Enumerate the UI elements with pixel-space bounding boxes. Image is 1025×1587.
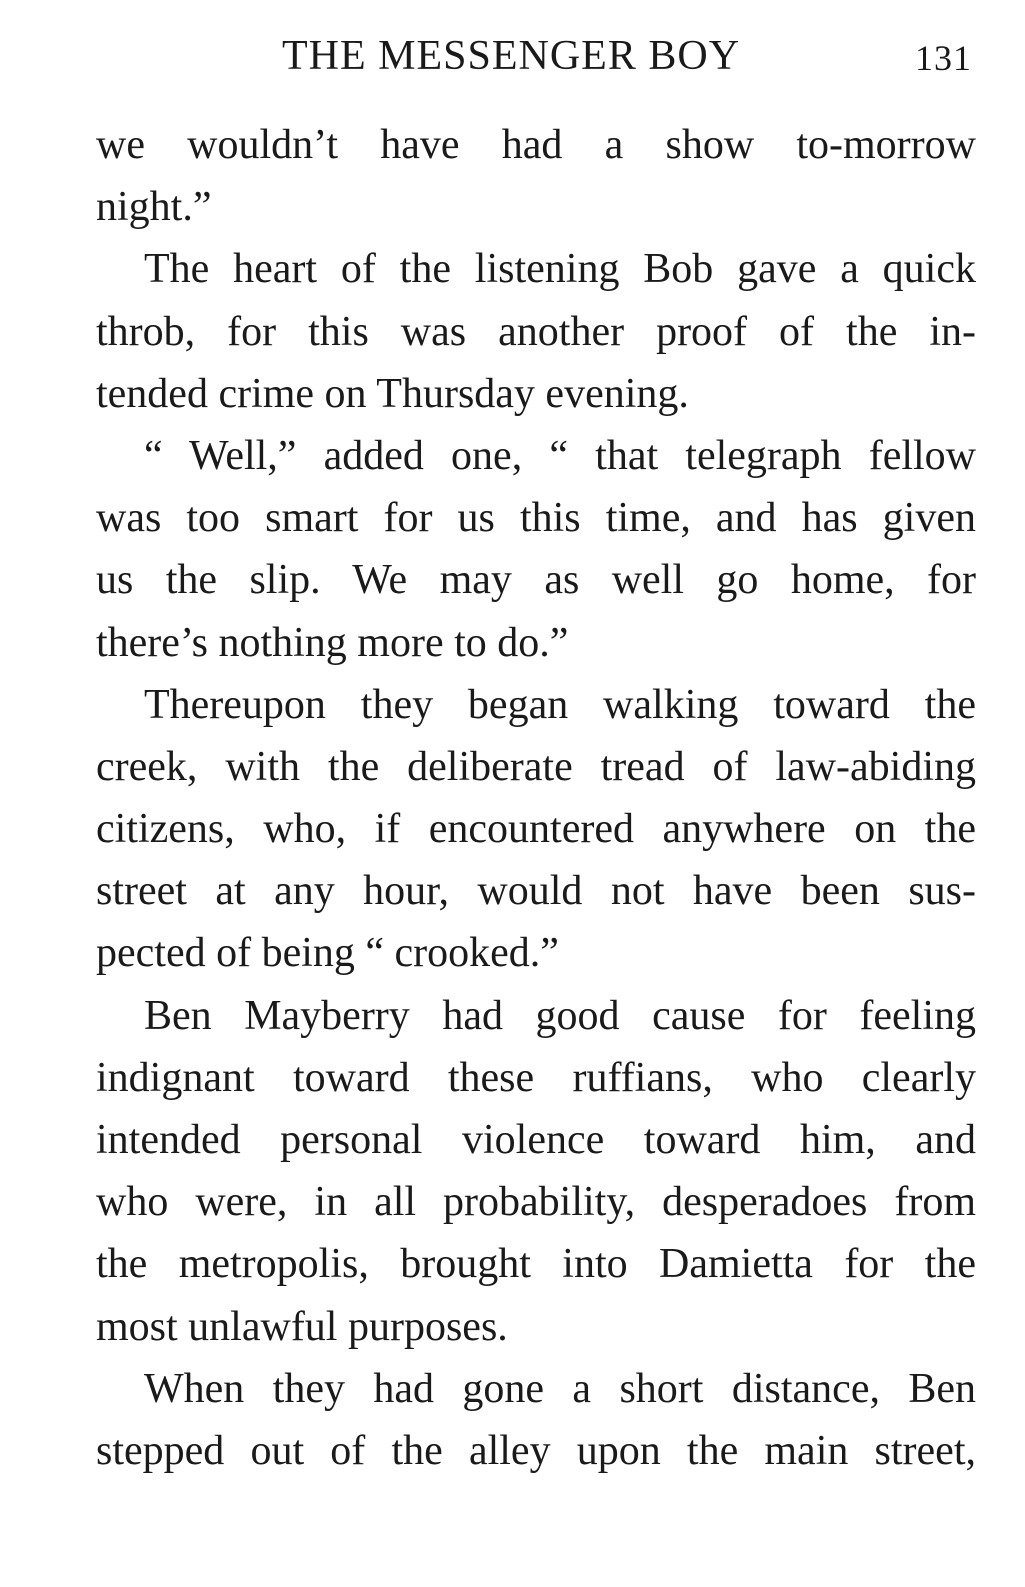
text-line: “ Well,” added one, “ that telegraph fellow — [144, 432, 976, 479]
text-line: street at any hour, would not have been sus- — [96, 868, 976, 915]
text-line: was too smart for us this time, and has given — [96, 495, 976, 542]
text-line: indignant toward these ruffians, who clearly — [96, 1054, 976, 1101]
text-line: tended crime on Thursday evening. — [96, 370, 689, 417]
text-line: us the slip. We may as well go home, for — [96, 557, 976, 604]
text-line: there’s nothing more to do.” — [96, 619, 569, 666]
text-line: When they had gone a short distance, Ben — [144, 1365, 976, 1412]
text-line: pected of being “ crooked.” — [96, 930, 559, 977]
text-line: most unlawful purposes. — [96, 1303, 508, 1350]
text-line: night.” — [96, 184, 212, 231]
text-line: we wouldn’t have had a show to-morrow — [96, 122, 976, 168]
text-line: Ben Mayberry had good cause for feeling — [144, 992, 976, 1039]
text-line: intended personal violence toward him, and — [96, 1117, 976, 1163]
text-line: who were, in all probability, desperadoes from — [96, 1179, 976, 1226]
text-line: creek, with the deliberate tread of law-abiding — [96, 743, 976, 790]
body-text — [96, 114, 976, 1482]
page-header — [96, 28, 976, 84]
text-line: The heart of the listening Bob gave a quick — [144, 246, 976, 293]
page-number: 131 — [915, 38, 972, 78]
text-line: throb, for this was another proof of the in- — [96, 308, 976, 355]
text-line: citizens, who, if encountered anywhere on the — [96, 806, 976, 853]
text-line: the metropolis, brought into Damietta for the — [96, 1241, 976, 1288]
text-line: Thereupon they began walking toward the — [144, 681, 976, 728]
running-title: THE MESSENGER BOY — [282, 33, 741, 79]
text-line: stepped out of the alley upon the main street, — [96, 1427, 976, 1474]
